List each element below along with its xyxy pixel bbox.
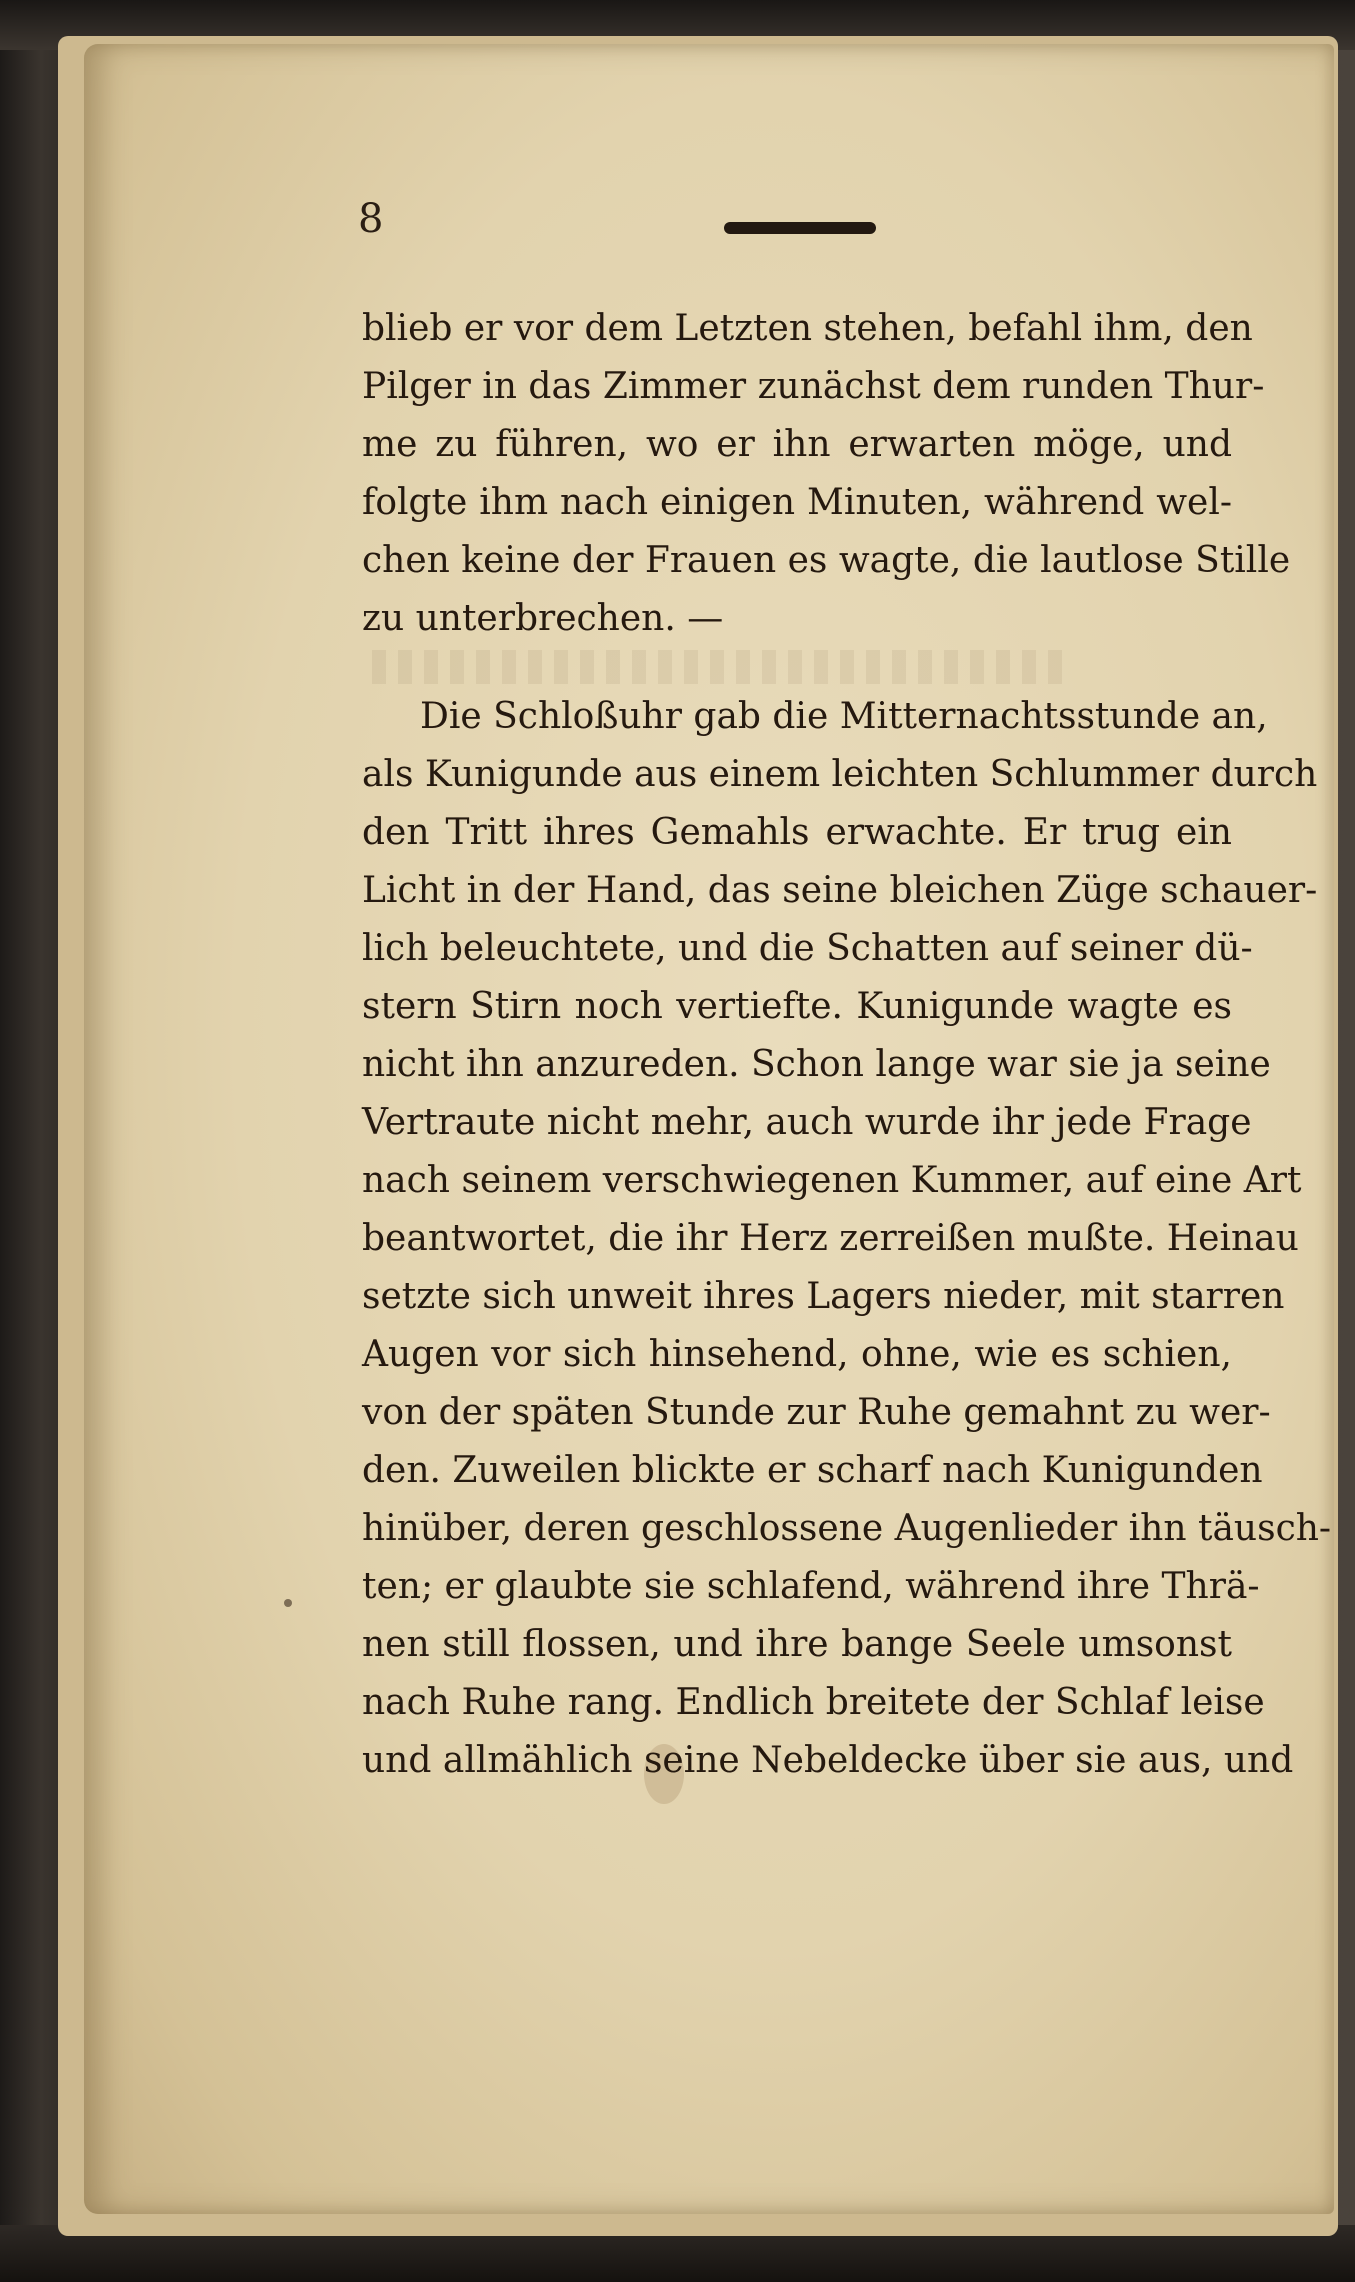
text-line: setzte sich unweit ihres Lagers nieder, mit starren (362, 1276, 1285, 1317)
text-line: nach Ruhe rang. Endlich breitete der Schlaf leise (362, 1682, 1265, 1723)
text-line: folgte ihm nach einigen Minuten, während wel- (362, 482, 1232, 523)
text-line: und allmählich seine Nebeldecke über sie aus, und (362, 1740, 1294, 1781)
text-line: stern Stirn noch vertiefte. Kunigunde wagte es (362, 986, 1232, 1027)
text-line: blieb er vor dem Letzten stehen, befahl ihm, den (362, 308, 1253, 349)
text-line: ten; er glaubte sie schlafend, während ihre Thrä- (362, 1566, 1260, 1607)
header-rule (724, 222, 876, 234)
text-line: den Tritt ihres Gemahls erwachte. Er trug ein (362, 812, 1232, 853)
text-line: chen keine der Frauen es wagte, die lautlose Stille (362, 540, 1291, 581)
paragraph-gap (362, 648, 1232, 688)
paragraph-1 (362, 300, 1291, 648)
text-line: nicht ihn anzureden. Schon lange war sie ja seine (362, 1044, 1271, 1085)
page-number: 8 (358, 196, 384, 242)
ink-speck (284, 1599, 292, 1607)
text-line: nen still flossen, und ihre bange Seele umsonst (362, 1624, 1232, 1665)
text-line: Augen vor sich hinsehend, ohne, wie es schien, (362, 1334, 1232, 1375)
text-line: nach seinem verschwiegenen Kummer, auf eine Art (362, 1160, 1302, 1201)
text-line: beantwortet, die ihr Herz zerreißen mußte. Heinau (362, 1218, 1299, 1259)
text-line: Die Schloßuhr gab die Mitternachtsstunde an, (420, 696, 1268, 737)
text-line: den. Zuweilen blickte er scharf nach Kunigunden (362, 1450, 1263, 1491)
text-line: lich beleuchtete, und die Schatten auf seiner dü- (362, 928, 1253, 969)
text-line: als Kunigunde aus einem leichten Schlummer durch (362, 754, 1318, 795)
text-line: Pilger in das Zimmer zunächst dem runden Thur- (362, 366, 1265, 407)
paragraph-2 (362, 688, 1332, 1790)
text-line: me zu führen, wo er ihn erwarten möge, und (362, 424, 1232, 465)
text-line: zu unterbrechen. — (362, 598, 724, 639)
body-text (362, 300, 1332, 1790)
text-line: hinüber, deren geschlossene Augenlieder ihn täusch- (362, 1508, 1332, 1549)
text-line: Licht in der Hand, das seine bleichen Züge schauer- (362, 870, 1318, 911)
text-line: Vertraute nicht mehr, auch wurde ihr jede Frage (362, 1102, 1252, 1143)
text-line: von der späten Stunde zur Ruhe gemahnt zu wer- (362, 1392, 1271, 1433)
